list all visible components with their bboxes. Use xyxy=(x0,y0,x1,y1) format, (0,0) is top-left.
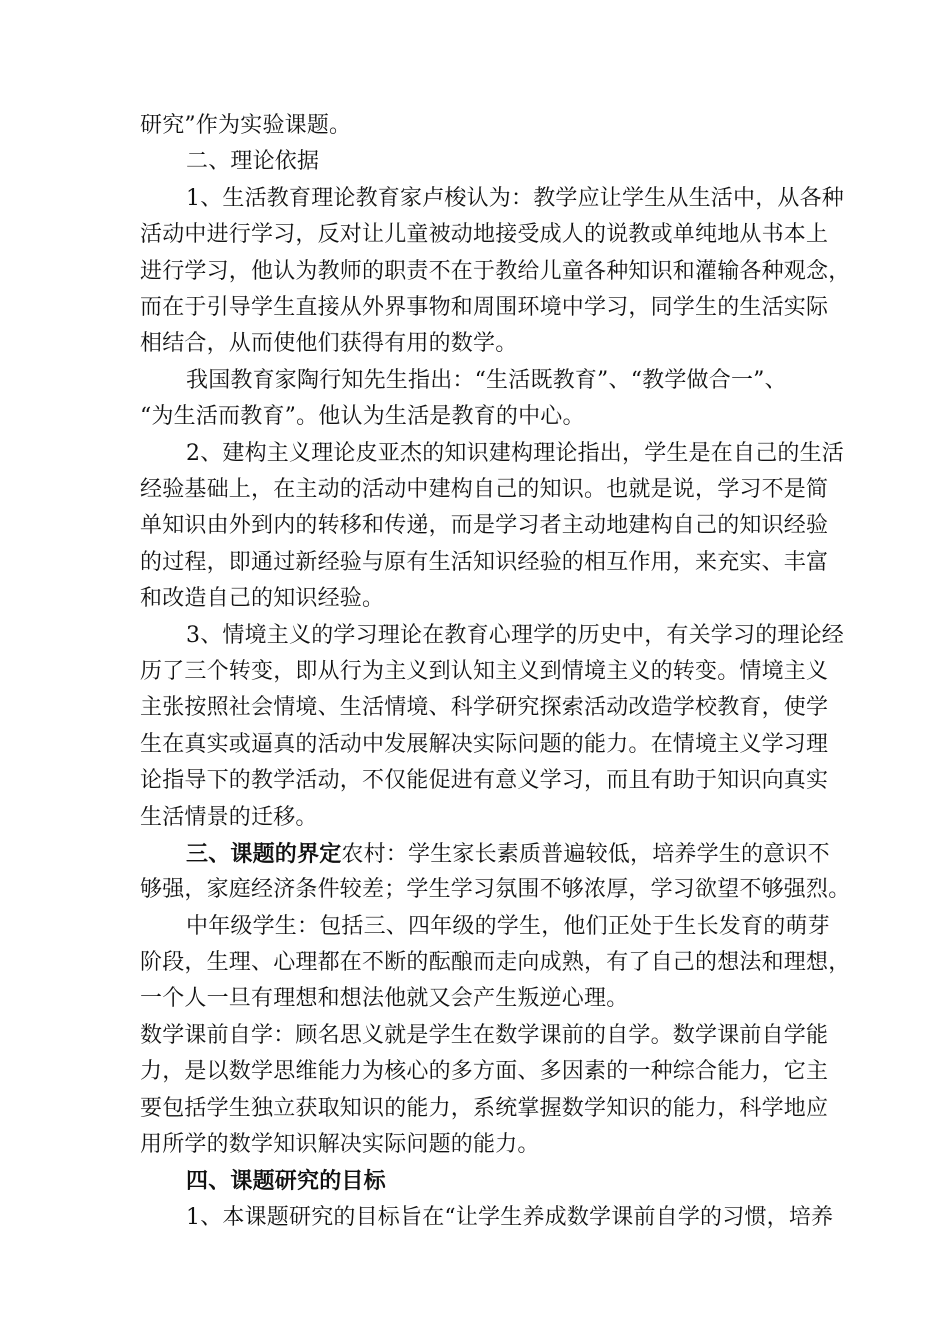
paragraph-line: 用所学的数学知识解决实际问题的能力。 xyxy=(140,1132,540,1157)
paragraph-line: 生活情景的迁移。 xyxy=(140,805,318,830)
paragraph-line: 单知识由外到内的转移和传递，而是学习者主动地建构自己的知识经验 xyxy=(140,513,829,538)
paragraph-line: 够强，家庭经济条件较差；学生学习氛围不够浓厚，学习欲望不够强烈。 xyxy=(140,877,851,902)
paragraph-line: 生在真实或逼真的活动中发展解决实际问题的能力。在情境主义学习理 xyxy=(140,732,829,757)
paragraph-line: 要包括学生独立获取知识的能力，系统掌握数学知识的能力，科学地应 xyxy=(140,1096,829,1121)
paragraph-line: 活动中进行学习，反对让儿童被动地接受成人的说教或单纯地从书本上 xyxy=(140,222,829,247)
paragraph-line: 阶段，生理、心理都在不断的酝酿而走向成熟，有了自己的想法和理想， xyxy=(140,950,851,975)
paragraph-line: 进行学习，他认为教师的职责不在于教给儿童各种知识和灌输各种观念， xyxy=(140,259,851,284)
paragraph-line: 一个人一旦有理想和想法他就又会产生叛逆心理。 xyxy=(140,986,629,1011)
paragraph-line: 数学课前自学：顾名思义就是学生在数学课前的自学。数学课前自学能 xyxy=(140,1023,829,1048)
section-heading-definition: 三、课题的界定 xyxy=(186,841,342,867)
paragraph-line: 主张按照社会情境、生活情境、科学研究探索活动改造学校教育，使学 xyxy=(140,695,829,720)
paragraph-line: 相结合，从而使他们获得有用的数学。 xyxy=(140,331,518,356)
section-heading-theory: 二、理论依据 xyxy=(186,149,320,174)
paragraph-line: 2、建构主义理论皮亚杰的知识建构理论指出，学生是在自己的生活 xyxy=(186,441,844,466)
paragraph-line: 3、情境主义的学习理论在教育心理学的历史中，有关学习的理论经 xyxy=(186,623,844,648)
paragraph-line: 力，是以数学思维能力为核心的多方面、多因素的一种综合能力，它主 xyxy=(140,1059,829,1084)
paragraph-line: “为生活而教育”。他认为生活是教育的中心。 xyxy=(140,404,585,429)
paragraph-line: 的过程，即通过新经验与原有生活知识经验的相互作用，来充实、丰富 xyxy=(140,550,829,575)
definition-text: 农村：学生家长素质普遍较低，培养学生的意识不 xyxy=(341,842,830,867)
paragraph-line: 研究”作为实验课题。 xyxy=(140,113,352,138)
section-heading-goals: 四、课题研究的目标 xyxy=(186,1168,386,1194)
paragraph-line: 历了三个转变，即从行为主义到认知主义到情境主义的转变。情境主义 xyxy=(140,659,829,684)
paragraph-line: 1、本课题研究的目标旨在“让学生养成数学课前自学的习惯，培养 xyxy=(186,1205,834,1230)
paragraph-line: 而在于引导学生直接从外界事物和周围环境中学习，同学生的生活实际 xyxy=(140,295,829,320)
paragraph-line xyxy=(186,839,830,870)
paragraph-line: 我国教育家陶行知先生指出：“生活既教育”、“教学做合一”、 xyxy=(186,368,787,393)
paragraph-line: 经验基础上，在主动的活动中建构自己的知识。也就是说，学习不是简 xyxy=(140,477,829,502)
paragraph-line: 和改造自己的知识经验。 xyxy=(140,586,385,611)
paragraph-line: 中年级学生：包括三、四年级的学生，他们正处于生长发育的萌芽 xyxy=(186,914,830,939)
paragraph-line: 论指导下的教学活动，不仅能促进有意义学习，而且有助于知识向真实 xyxy=(140,768,829,793)
paragraph-line: 1、生活教育理论教育家卢梭认为：教学应让学生从生活中，从各种 xyxy=(186,186,844,211)
